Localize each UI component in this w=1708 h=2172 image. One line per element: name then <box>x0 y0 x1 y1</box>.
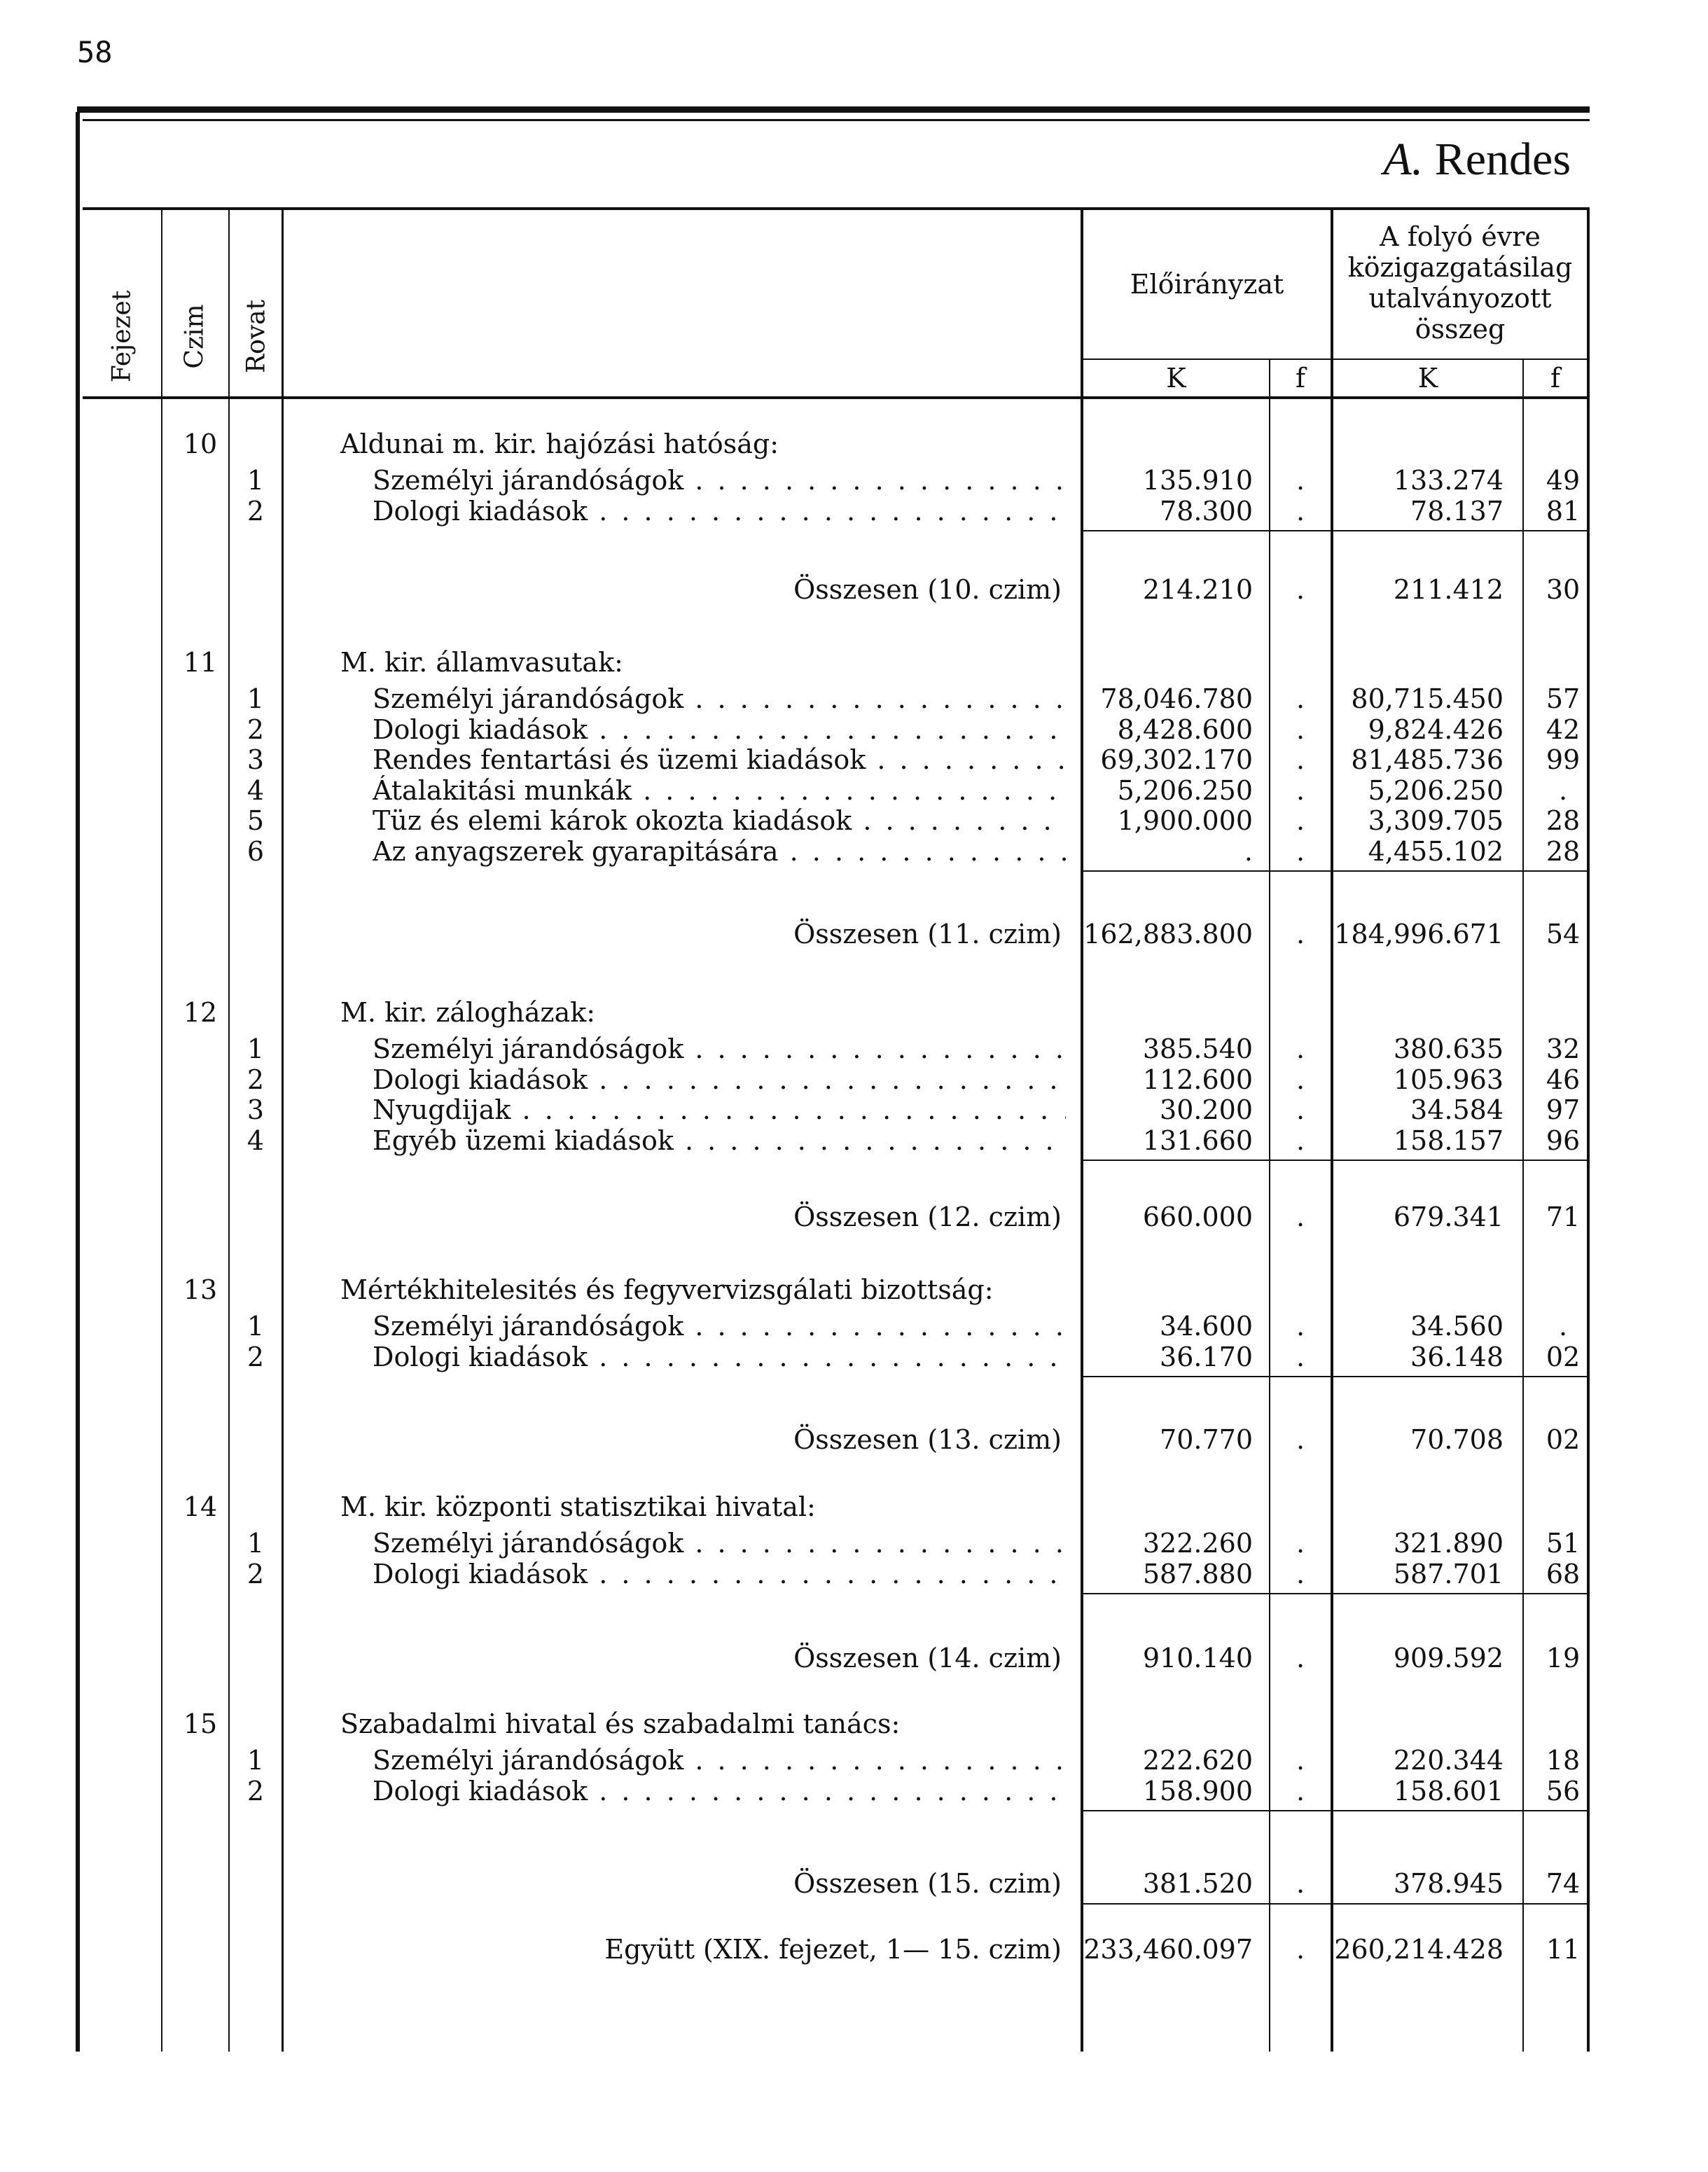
utalvanyozott-korona: 321.890 <box>1393 1528 1504 1559</box>
utalvanyozott-korona: 4,455.102 <box>1368 835 1504 867</box>
section-title-row <box>0 1708 1708 1739</box>
section-title-row <box>0 1274 1708 1305</box>
utalvanyozott-korona: 5,206.250 <box>1368 774 1504 806</box>
total-eloiranyzat-filler: . <box>1296 919 1305 949</box>
eloiranyzat-korona: 30.200 <box>1160 1094 1253 1125</box>
table-row <box>0 1342 1708 1372</box>
utalvanyozott-filler: 68 <box>1546 1558 1581 1589</box>
utalvanyozott-filler: 18 <box>1546 1745 1581 1776</box>
table-row <box>0 1311 1708 1342</box>
units-rule <box>1082 358 1590 360</box>
czim-number: 13 <box>183 1274 218 1305</box>
utalvanyozott-filler: 57 <box>1546 683 1581 714</box>
header-rule <box>83 207 1590 210</box>
utalvanyozott-korona: 3,309.705 <box>1368 805 1504 836</box>
eloiranyzat-filler: . <box>1296 465 1305 496</box>
ek-unit: K <box>1166 363 1186 394</box>
section-title: M. kir. zálogházak: <box>340 997 596 1028</box>
item-label: Személyi járandóságok . . . <box>373 1311 1066 1342</box>
section-title-row <box>0 647 1708 678</box>
eloiranyzat-filler: . <box>1296 1775 1305 1806</box>
item-label: Személyi járandóságok . . . <box>373 1528 1066 1559</box>
rovat-number: 1 <box>247 1311 265 1342</box>
eloiranyzat-korona: 69,302.170 <box>1100 744 1253 775</box>
item-label: Személyi járandóságok . . . <box>373 683 1066 714</box>
eloiranyzat-korona: 34.600 <box>1160 1311 1253 1342</box>
utalvanyozott-korona: 587.701 <box>1393 1558 1504 1589</box>
section-title-row <box>0 1491 1708 1522</box>
top-rule-thick <box>77 106 1590 113</box>
table-row <box>0 1094 1708 1125</box>
table-row <box>0 465 1708 496</box>
item-label: Személyi járandóságok . . . <box>373 1033 1066 1064</box>
czim-number: 15 <box>183 1708 218 1739</box>
utalvanyozott-korona: 80,715.450 <box>1351 683 1504 714</box>
item-label: Dologi kiadások . . . <box>373 1559 1066 1589</box>
uk-unit: K <box>1417 363 1438 394</box>
rovat-number: 3 <box>247 744 265 775</box>
eloiranyzat-korona: 385.540 <box>1142 1033 1253 1064</box>
table-row <box>0 744 1708 775</box>
section-title: M. kir. államvasutak: <box>340 647 623 678</box>
utalv-line-4: összeg <box>1415 314 1506 344</box>
total-utalvanyozott-filler: 19 <box>1546 1643 1581 1673</box>
eloiranyzat-filler: . <box>1296 1033 1305 1064</box>
total-label: Összesen (15. czim) <box>793 1868 1062 1899</box>
table-row <box>0 683 1708 714</box>
page-heading <box>1383 133 1571 186</box>
utalvanyozott-filler: 97 <box>1546 1094 1581 1125</box>
item-label: Dologi kiadások . . . <box>373 1064 1066 1095</box>
czim-number: 10 <box>183 429 218 459</box>
utalvanyozott-header <box>1333 221 1587 344</box>
item-label: Dologi kiadások . . . <box>373 714 1066 745</box>
czim-header: Czim <box>180 304 209 369</box>
subtotal-rule <box>1083 1160 1587 1161</box>
total-eloiranyzat-filler: . <box>1296 1424 1305 1455</box>
utalvanyozott-korona: 78.137 <box>1410 495 1504 527</box>
table-row <box>0 1528 1708 1559</box>
eloiranyzat-filler: . <box>1296 683 1305 714</box>
subtotal-rule <box>1083 870 1587 872</box>
total-utalvanyozott-korona: 378.945 <box>1393 1868 1504 1899</box>
grand-total-utalvanyozott-filler: 11 <box>1546 1934 1581 1965</box>
item-label: Személyi járandóságok . . . <box>373 465 1066 496</box>
utalvanyozott-filler: 32 <box>1546 1033 1581 1064</box>
eloiranyzat-korona: 1,900.000 <box>1117 805 1253 836</box>
item-label: Dologi kiadások . . . <box>373 1342 1066 1372</box>
eloiranyzat-korona: 222.620 <box>1142 1745 1253 1776</box>
utalvanyozott-filler: 42 <box>1546 713 1581 745</box>
rovat-number: 1 <box>247 1745 265 1776</box>
eloiranyzat-filler: . <box>1296 805 1305 836</box>
total-eloiranyzat-korona: 70.770 <box>1160 1424 1253 1455</box>
item-label: Rendes fentartási és üzemi kiadások . . . <box>373 744 1066 775</box>
rovat-number: 4 <box>247 1125 265 1156</box>
total-eloiranyzat-filler: . <box>1296 1202 1305 1232</box>
utalv-line-2: közigazgatásilag <box>1347 252 1573 283</box>
table-row <box>0 775 1708 806</box>
total-eloiranyzat-filler: . <box>1296 1868 1305 1899</box>
eloiranyzat-korona: 135.910 <box>1142 465 1253 496</box>
heading-letter: A. <box>1383 134 1424 185</box>
eloiranyzat-filler: . <box>1296 1064 1305 1095</box>
eloiranyzat-filler: . <box>1296 1341 1305 1372</box>
total-eloiranyzat-korona: 214.210 <box>1142 574 1253 605</box>
total-row <box>0 919 1708 949</box>
ef-unit: f <box>1295 363 1306 394</box>
total-eloiranyzat-filler: . <box>1296 574 1305 605</box>
utalvanyozott-filler: 96 <box>1546 1125 1581 1156</box>
fejezet-header: Fejezet <box>107 290 137 383</box>
grand-total-eloiranyzat-filler: . <box>1296 1934 1305 1965</box>
uf-unit: f <box>1550 363 1561 394</box>
total-utalvanyozott-filler: 30 <box>1546 574 1581 605</box>
utalvanyozott-korona: 34.584 <box>1410 1094 1504 1125</box>
rovat-number: 2 <box>247 495 265 527</box>
table-row <box>0 714 1708 745</box>
total-label: Összesen (11. czim) <box>793 919 1062 949</box>
eloiranyzat-korona: 5,206.250 <box>1117 774 1253 806</box>
rovat-number: 1 <box>247 465 265 496</box>
total-row <box>0 1202 1708 1232</box>
item-label: Nyugdijak . . . <box>373 1094 1066 1125</box>
utalvanyozott-korona: 36.148 <box>1410 1341 1504 1372</box>
total-row <box>0 574 1708 605</box>
section-title: Mértékhitelesités és fegyvervizsgálati bizottság: <box>340 1274 994 1305</box>
utalvanyozott-filler: 49 <box>1546 465 1581 496</box>
total-utalvanyozott-korona: 211.412 <box>1393 574 1504 605</box>
table-row <box>0 805 1708 836</box>
section-title-row <box>0 997 1708 1028</box>
eloiranyzat-korona: 587.880 <box>1142 1558 1253 1589</box>
czim-number: 11 <box>183 647 218 678</box>
rovat-number: 2 <box>247 1775 265 1806</box>
item-label: Személyi járandóságok . . . <box>373 1745 1066 1776</box>
utalvanyozott-filler: 28 <box>1546 805 1581 836</box>
total-label: Összesen (13. czim) <box>793 1424 1062 1455</box>
utalvanyozott-korona: 34.560 <box>1410 1311 1504 1342</box>
header-bottom-rule <box>83 396 1590 399</box>
section-title: Szabadalmi hivatal és szabadalmi tanács: <box>340 1708 901 1739</box>
eloiranyzat-korona: 322.260 <box>1142 1528 1253 1559</box>
eloiranyzat-korona: 158.900 <box>1142 1775 1253 1806</box>
subtotal-rule <box>1083 530 1587 531</box>
utalvanyozott-filler: 02 <box>1546 1341 1581 1372</box>
total-utalvanyozott-filler: 54 <box>1546 919 1581 949</box>
total-utalvanyozott-korona: 909.592 <box>1393 1643 1504 1673</box>
rovat-number: 2 <box>247 1558 265 1589</box>
eloiranyzat-korona: 131.660 <box>1142 1125 1253 1156</box>
eloiranyzat-filler: . <box>1296 774 1305 806</box>
table-row <box>0 496 1708 527</box>
rovat-number: 5 <box>247 805 265 836</box>
utalvanyozott-korona: 133.274 <box>1393 465 1504 496</box>
total-utalvanyozott-filler: 02 <box>1546 1424 1581 1455</box>
item-label: Egyéb üzemi kiadások . . . <box>373 1125 1066 1156</box>
total-label: Összesen (12. czim) <box>793 1202 1062 1232</box>
item-label: Dologi kiadások . . . <box>373 496 1066 527</box>
total-eloiranyzat-korona: 660.000 <box>1142 1202 1253 1232</box>
table-row <box>0 1125 1708 1156</box>
rovat-number: 1 <box>247 683 265 714</box>
heading-word: Rendes <box>1434 134 1571 185</box>
eloiranyzat-filler: . <box>1296 495 1305 527</box>
utalvanyozott-filler: 28 <box>1546 835 1581 867</box>
total-row <box>0 1643 1708 1673</box>
top-rule-thin <box>83 119 1590 121</box>
czim-number: 12 <box>183 997 218 1028</box>
total-eloiranyzat-korona: 381.520 <box>1142 1868 1253 1899</box>
utalv-line-1: A folyó évre <box>1380 221 1541 252</box>
page-number: 58 <box>77 35 113 69</box>
total-row <box>0 1424 1708 1455</box>
subtotal-rule <box>1083 1376 1587 1377</box>
utalv-line-3: utalványozott <box>1368 283 1552 314</box>
eloiranyzat-filler: . <box>1296 1528 1305 1559</box>
section-title: M. kir. központi statisztikai hivatal: <box>340 1491 816 1522</box>
total-eloiranyzat-korona: 162,883.800 <box>1083 919 1253 949</box>
rovat-number: 3 <box>247 1094 265 1125</box>
utalvanyozott-korona: 158.157 <box>1393 1125 1504 1156</box>
subtotal-rule <box>1083 1810 1587 1811</box>
item-label: Dologi kiadások . . . <box>373 1776 1066 1806</box>
eloiranyzat-filler: . <box>1296 1558 1305 1589</box>
total-label: Összesen (10. czim) <box>793 574 1062 605</box>
total-utalvanyozott-korona: 184,996.671 <box>1334 919 1504 949</box>
grand-total-rule <box>1083 1903 1587 1905</box>
total-row <box>0 1868 1708 1899</box>
item-label: Átalakitási munkák . . . <box>373 775 1066 806</box>
utalvanyozott-korona: 9,824.426 <box>1368 713 1504 745</box>
grand-total-label: Együtt (XIX. fejezet, 1— 15. czim) <box>604 1934 1062 1965</box>
total-utalvanyozott-filler: 71 <box>1546 1202 1581 1232</box>
item-label: Tüz és elemi károk okozta kiadások . . . <box>373 805 1066 836</box>
table-row <box>0 1033 1708 1064</box>
utalvanyozott-filler: 51 <box>1546 1528 1581 1559</box>
total-utalvanyozott-korona: 70.708 <box>1410 1424 1504 1455</box>
eloiranyzat-filler: . <box>1296 835 1305 867</box>
section-title: Aldunai m. kir. hajózási hatóság: <box>340 429 779 459</box>
eloiranyzat-filler: . <box>1296 713 1305 745</box>
eloiranyzat-korona: 78,046.780 <box>1100 683 1253 714</box>
rovat-header: Rovat <box>242 299 271 374</box>
table-row <box>0 1776 1708 1806</box>
eloiranyzat-korona: 36.170 <box>1160 1341 1253 1372</box>
table-row <box>0 1745 1708 1776</box>
czim-number: 14 <box>183 1491 218 1522</box>
total-utalvanyozott-filler: 74 <box>1546 1868 1581 1899</box>
subtotal-rule <box>1083 1593 1587 1594</box>
rovat-number: 2 <box>247 1341 265 1372</box>
utalvanyozott-filler: . <box>1558 1311 1568 1342</box>
utalvanyozott-korona: 220.344 <box>1393 1745 1504 1776</box>
item-label: Az anyagszerek gyarapitására . . . <box>373 836 1066 867</box>
utalvanyozott-filler: 99 <box>1546 744 1581 775</box>
rovat-number: 2 <box>247 1064 265 1095</box>
eloiranyzat-korona: 112.600 <box>1142 1064 1253 1095</box>
utalvanyozott-filler: . <box>1558 774 1568 806</box>
eloiranyzat-filler: . <box>1296 1311 1305 1342</box>
eloiranyzat-header: Előirányzat <box>1130 269 1284 300</box>
utalvanyozott-korona: 81,485.736 <box>1351 744 1504 775</box>
total-utalvanyozott-korona: 679.341 <box>1393 1202 1504 1232</box>
rovat-number: 2 <box>247 713 265 745</box>
total-label: Összesen (14. czim) <box>793 1643 1062 1673</box>
total-eloiranyzat-filler: . <box>1296 1643 1305 1673</box>
grand-total-utalvanyozott-korona: 260,214.428 <box>1334 1934 1504 1965</box>
eloiranyzat-korona: 78.300 <box>1160 495 1253 527</box>
rovat-number: 6 <box>247 835 265 867</box>
utalvanyozott-filler: 46 <box>1546 1064 1581 1095</box>
utalvanyozott-filler: 81 <box>1546 495 1581 527</box>
table-row <box>0 1559 1708 1589</box>
eloiranyzat-korona: 8,428.600 <box>1117 713 1253 745</box>
utalvanyozott-filler: 56 <box>1546 1775 1581 1806</box>
utalvanyozott-korona: 158.601 <box>1393 1775 1504 1806</box>
grand-total-row <box>0 1934 1708 1965</box>
eloiranyzat-korona: . <box>1244 835 1253 867</box>
rovat-number: 1 <box>247 1528 265 1559</box>
utalvanyozott-korona: 105.963 <box>1393 1064 1504 1095</box>
utalvanyozott-korona: 380.635 <box>1393 1033 1504 1064</box>
eloiranyzat-filler: . <box>1296 1745 1305 1776</box>
table-row <box>0 836 1708 867</box>
section-title-row <box>0 429 1708 459</box>
total-eloiranyzat-korona: 910.140 <box>1142 1643 1253 1673</box>
table-row <box>0 1064 1708 1095</box>
rovat-number: 1 <box>247 1033 265 1064</box>
grand-total-eloiranyzat-korona: 233,460.097 <box>1083 1934 1253 1965</box>
eloiranyzat-filler: . <box>1296 1125 1305 1156</box>
eloiranyzat-filler: . <box>1296 744 1305 775</box>
rovat-number: 4 <box>247 774 265 806</box>
eloiranyzat-filler: . <box>1296 1094 1305 1125</box>
